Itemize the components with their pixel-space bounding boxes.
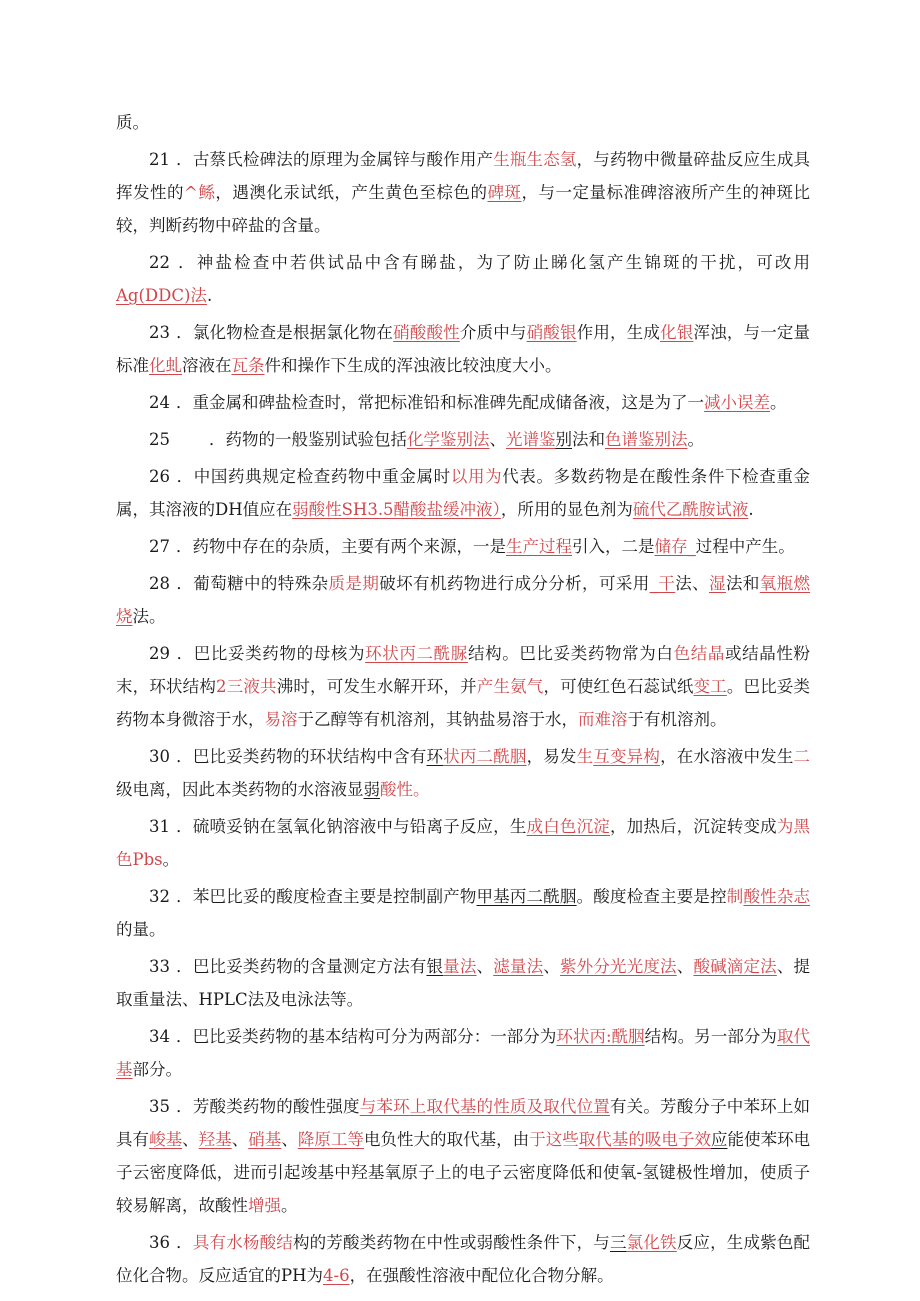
question-text: ．重金属和碑盐检查时，常把标准铅和标准碑先配成储备液，这是为了一 xyxy=(176,393,704,412)
question-text: 法。 xyxy=(132,607,166,626)
question-item-22 xyxy=(116,246,810,312)
question-text: 于有机溶剂。 xyxy=(627,710,727,729)
question-text: ．巴比妥类药物的环状结构中含有 xyxy=(176,747,427,766)
question-text: ．硫喷妥钠在氢氧化钠溶液中与铅离子反应，生 xyxy=(176,817,527,836)
question-number: 26 xyxy=(149,467,170,486)
answer-text: 互变异构 xyxy=(593,747,661,766)
answer-text: 具有水杨酸结 xyxy=(192,1233,293,1252)
question-text: ．中国药典规定检查药物中重金属时 xyxy=(176,467,451,486)
answer-text: 酸性。 xyxy=(380,780,430,799)
question-text: 溶液在 xyxy=(182,356,232,375)
question-text: ．巴比妥类药物的母核为 xyxy=(176,644,366,663)
question-text: 级电离，因此本类药物的水溶液显 xyxy=(116,780,364,799)
answer-text: 减小误差 xyxy=(704,393,770,412)
answer-text: _干 xyxy=(649,574,676,593)
question-item-30 xyxy=(116,740,810,806)
answer-text: 生产过程 xyxy=(506,537,572,556)
question-text: 、 xyxy=(543,957,560,976)
answer-text: 储存_ xyxy=(654,537,696,556)
question-text: ．巴比妥类药物的含量测定方法有 xyxy=(176,957,427,976)
question-number: 31 xyxy=(149,817,170,836)
answer-text: 质是期 xyxy=(328,574,380,593)
answer-text: 二 xyxy=(793,747,811,766)
question-text: 结构。巴比妥类药物常为白 xyxy=(467,644,674,663)
answer-text: ^鲧 xyxy=(184,183,216,202)
question-text: ．苯巴比妥的酸度检查主要是控制副产物 xyxy=(176,887,477,906)
question-text: 浑浊，与一定量标准 xyxy=(116,323,811,375)
answer-text: 于这些 xyxy=(529,1130,579,1149)
answer-text: 氧瓶燃烧 xyxy=(116,574,811,626)
question-text: 、 xyxy=(281,1130,298,1149)
question-item-25 xyxy=(116,423,810,456)
answer-text: 酸碱滴定法 xyxy=(693,957,777,976)
question-item-31 xyxy=(116,810,810,876)
question-text: ． xyxy=(176,1233,193,1252)
question-item-32 xyxy=(116,880,810,946)
answer-text: 化学鉴别法 xyxy=(407,430,490,449)
question-text: 环 xyxy=(426,747,444,766)
question-text: ．药物中存在的杂质，主要有两个来源，一是 xyxy=(176,537,506,556)
question-list xyxy=(116,143,810,1292)
answer-text: 碑斑 xyxy=(487,183,522,202)
question-text: 。 xyxy=(281,1196,298,1215)
question-number: 25 xyxy=(149,430,170,449)
answer-text: 取代基 xyxy=(116,1027,811,1079)
question-text: 法和 xyxy=(725,574,760,593)
question-text: ，遇澳化汞试纸，产生黄色至棕色的 xyxy=(215,183,488,202)
answer-text: 量法 xyxy=(443,957,477,976)
question-item-26 xyxy=(116,460,810,526)
question-text: 介质中与 xyxy=(459,323,527,342)
question-item-27 xyxy=(116,530,810,563)
question-item-36 xyxy=(116,1226,810,1292)
answer-text: 色结晶 xyxy=(673,644,725,663)
question-text: 作用，生成 xyxy=(576,323,661,342)
answer-text: 成白色沉淀 xyxy=(526,817,610,836)
answer-text: 制 xyxy=(726,887,744,906)
question-text: ，与药物中微量碎盐反应生成具挥发性的 xyxy=(116,150,811,202)
question-number: 29 xyxy=(149,644,170,663)
answer-text: 光谱鉴 xyxy=(506,430,556,449)
question-number: 23 xyxy=(149,323,170,342)
answer-text: 化虬 xyxy=(149,356,182,375)
question-text: 或结晶性粉末，环状结构 xyxy=(116,644,811,696)
question-text: 应 xyxy=(710,1130,728,1149)
question-text: 部分。 xyxy=(132,1060,182,1079)
answer-text: 易溶 xyxy=(264,710,298,729)
question-text: 银 xyxy=(426,957,444,976)
answer-text: 以用为 xyxy=(450,467,503,486)
question-text: 、 xyxy=(476,957,494,976)
answer-text: 生瓶生态氢 xyxy=(493,150,577,169)
question-item-29 xyxy=(116,637,810,736)
answer-text: 而难溶 xyxy=(578,710,628,729)
question-text: ，与一定量标准碑溶液所产生的神斑比较，判断药物中碎盐的含量。 xyxy=(116,183,811,235)
question-item-35 xyxy=(116,1090,810,1222)
question-text: 破坏有机药物进行成分分析，可采用 xyxy=(379,574,650,593)
question-text: ．巴比妥类药物的基本结构可分为两部分：一部分为 xyxy=(176,1027,557,1046)
question-text: . xyxy=(206,286,213,305)
question-number: 32 xyxy=(149,887,170,906)
answer-text: 生 xyxy=(576,747,594,766)
answer-text: 为黑色Pbs xyxy=(116,817,811,869)
answer-text: 取代基的吸电子效 xyxy=(578,1130,711,1149)
question-text: 引入，二是 xyxy=(572,537,655,556)
answer-text: 4-6 xyxy=(323,1266,350,1285)
question-number: 21 xyxy=(149,150,170,169)
question-text: 、提取重量法、HPLC法及电泳法等。 xyxy=(116,957,811,1009)
question-number: 27 xyxy=(149,537,170,556)
question-text: 。 xyxy=(687,430,704,449)
answer-text: 弱酸性SH3.5醋酸盐缓冲液） xyxy=(292,500,501,519)
question-text: 能使苯环电子云密度降低，进而引起竣基中羟基氧原子上的电子云密度降低和使氧-氢键极性增加，使质子较易解离，故酸性 xyxy=(116,1130,811,1215)
answer-text: 产生氨气 xyxy=(476,677,544,696)
answer-text: 增强 xyxy=(248,1196,281,1215)
question-text: 结构。另一部分为 xyxy=(644,1027,777,1046)
question-item-34 xyxy=(116,1020,810,1086)
question-item-21 xyxy=(116,143,810,242)
answer-text: Ag(DDC)法 xyxy=(116,286,207,305)
question-text: 三 xyxy=(609,1233,627,1252)
question-text: 、 xyxy=(489,430,506,449)
answer-text: 硝酸酸性 xyxy=(393,323,460,342)
answer-text: 色谱鉴别法 xyxy=(605,430,688,449)
question-text: ．葡萄糖中的特殊杂 xyxy=(176,574,329,593)
question-text: 代表。多数药物是在酸性条件下检查重金属，其溶液的DH值应在 xyxy=(116,467,811,519)
question-number: 33 xyxy=(149,957,170,976)
answer-text: 滤量法 xyxy=(493,957,544,976)
answer-text: 峻基 xyxy=(149,1130,183,1149)
answer-text: 环状丙:酰胭 xyxy=(556,1027,645,1046)
answer-text: 状丙二酰胭 xyxy=(443,747,527,766)
question-text: ．药物的一般鉴别试验包括 xyxy=(176,430,407,449)
question-text: ．氯化物检查是根据氯化物在 xyxy=(176,323,394,342)
answer-text: 紫外分光光度法 xyxy=(559,957,677,976)
question-number: 34 xyxy=(149,1027,170,1046)
answer-text: 硫代乙酰胺试液 xyxy=(632,500,749,519)
question-item-33 xyxy=(116,950,810,1016)
question-number: 24 xyxy=(149,393,170,412)
question-number: 30 xyxy=(149,747,170,766)
question-text: 、 xyxy=(676,957,694,976)
question-text: 。 xyxy=(162,850,180,869)
question-text: 别 xyxy=(555,430,572,449)
question-text: 法、 xyxy=(675,574,710,593)
question-text: 反应，生成紫色配位化合物。反应适宜的PH为 xyxy=(116,1233,811,1285)
question-item-23 xyxy=(116,316,810,382)
answer-text: 氯化铁 xyxy=(626,1233,677,1252)
question-text: ，所用的显色剂为 xyxy=(500,500,633,519)
question-text: ，在水溶液中发生 xyxy=(660,747,794,766)
question-text: . xyxy=(748,500,754,519)
question-text: ，在强酸性溶液中配位化合物分解。 xyxy=(349,1266,614,1285)
paragraph-continuation: 质。 xyxy=(116,113,149,132)
question-number: 28 xyxy=(149,574,170,593)
question-text: 构的芳酸类药物在中性或弱酸性条件下，与 xyxy=(292,1233,610,1252)
answer-text: 硝酸银 xyxy=(526,323,577,342)
question-text: 于乙醇等有机溶剂，其钠盐易溶于水， xyxy=(297,710,578,729)
question-text: 、 xyxy=(182,1130,199,1149)
answer-text: 环状丙二酰脲 xyxy=(365,644,468,663)
question-text: 、 xyxy=(231,1130,249,1149)
question-text: 。酸度检查主要是控 xyxy=(576,887,727,906)
answer-text: 2三液共 xyxy=(216,677,277,696)
answer-text: 降原工等 xyxy=(297,1130,364,1149)
answer-text: 与苯环上取代基的性质及取代位置 xyxy=(359,1097,610,1116)
question-text: ．芳酸类药物的酸性强度 xyxy=(176,1097,360,1116)
answer-text: 化银 xyxy=(660,323,694,342)
question-number: 35 xyxy=(149,1097,170,1116)
question-item-28 xyxy=(116,567,810,633)
answer-text: 硝基 xyxy=(248,1130,282,1149)
answer-text: 湿 xyxy=(709,574,726,593)
answer-text: 酸性杂志 xyxy=(743,887,811,906)
question-text: ．神盐检查中若供试品中含有睇盐，为了防止睇化氢产生锦斑的干扰，可改用 xyxy=(176,253,810,272)
question-text: 过程中产生。 xyxy=(695,537,795,556)
question-text: ，易发 xyxy=(526,747,577,766)
question-text: 沸时，可发生水解开环，并 xyxy=(276,677,477,696)
question-text: ，加热后，沉淀转变成 xyxy=(609,817,777,836)
answer-text: 羟基 xyxy=(198,1130,232,1149)
question-text: 法和 xyxy=(572,430,605,449)
question-item-24 xyxy=(116,386,810,419)
question-text: 甲基丙二酰胭 xyxy=(476,887,577,906)
question-number: 22 xyxy=(149,253,170,272)
question-text: 件和操作下生成的浑浊液比较浊度大小。 xyxy=(264,356,562,375)
question-text: 。 xyxy=(770,393,787,412)
question-text: 电负性大的取代基，由 xyxy=(363,1130,530,1149)
question-text: 弱 xyxy=(363,780,380,799)
question-text: 有关。芳酸分子中苯环上如具有 xyxy=(116,1097,811,1149)
question-text: 的量。 xyxy=(116,920,166,939)
question-text: 。巴比妥类药物本身微溶于水， xyxy=(116,677,811,729)
answer-text: 瓦条 xyxy=(231,356,265,375)
answer-text: 变工 xyxy=(693,677,727,696)
question-text: ．古蔡氏检碑法的原理为金属锌与酸作用产 xyxy=(176,150,494,169)
question-number: 36 xyxy=(149,1233,170,1252)
question-text: ，可使红色石蕊试纸 xyxy=(543,677,694,696)
